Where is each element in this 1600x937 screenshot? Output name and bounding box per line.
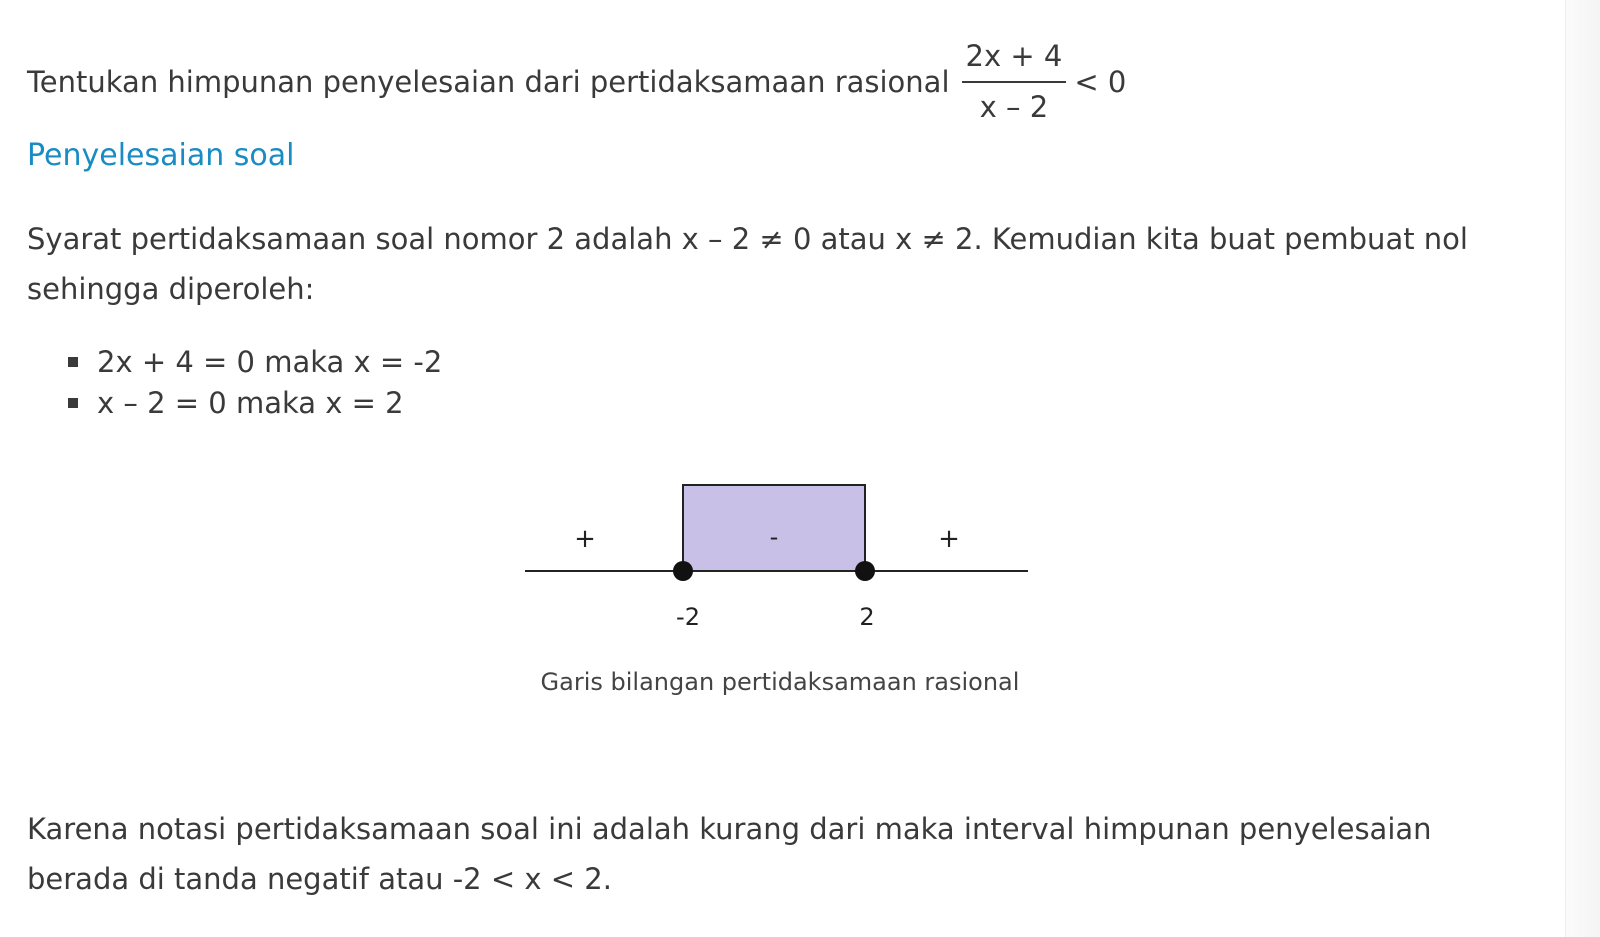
question bbox=[27, 36, 1126, 128]
list-item bbox=[0, 342, 442, 383]
point-label-right: 2 bbox=[859, 603, 875, 631]
sign-right: + bbox=[938, 524, 960, 554]
square-bullet-icon bbox=[68, 357, 78, 367]
sign-middle: - bbox=[769, 523, 779, 551]
scrollbar-track[interactable] bbox=[1565, 0, 1600, 937]
sign-left: + bbox=[574, 524, 596, 554]
point-marker-right bbox=[855, 561, 875, 581]
figure-caption: Garis bilangan pertidaksamaan rasional bbox=[540, 668, 1020, 696]
number-line-figure bbox=[525, 475, 1035, 705]
question-text: Tentukan himpunan penyelesaian dari pertidaksamaan rasional bbox=[27, 65, 950, 99]
fraction-denominator: x – 2 bbox=[979, 90, 1049, 124]
square-bullet-icon bbox=[68, 398, 78, 408]
fraction bbox=[962, 39, 1067, 124]
inequality-relation: < 0 bbox=[1074, 65, 1127, 99]
number-line-diagram bbox=[525, 475, 1035, 655]
list-item-text: 2x + 4 = 0 maka x = -2 bbox=[97, 345, 443, 379]
fraction-numerator: 2x + 4 bbox=[962, 42, 1067, 83]
paragraph-conditions: Syarat pertidaksamaan soal nomor 2 adalah x – 2 ≠ 0 atau x ≠ 2. Kemudian kita buat pembuat nol sehingga diperoleh: bbox=[27, 222, 1468, 306]
paragraph-conclusion: Karena notasi pertidaksamaan soal ini adalah kurang dari maka interval himpunan penyelesaian berada di tanda negatif atau -2 < x < 2. bbox=[27, 812, 1432, 896]
point-label-left: -2 bbox=[676, 603, 700, 631]
list-item bbox=[0, 383, 442, 424]
list-item-text: x – 2 = 0 maka x = 2 bbox=[97, 386, 404, 420]
solution-heading: Penyelesaian soal bbox=[27, 138, 295, 173]
zeros-list bbox=[0, 342, 442, 424]
point-marker-left bbox=[673, 561, 693, 581]
